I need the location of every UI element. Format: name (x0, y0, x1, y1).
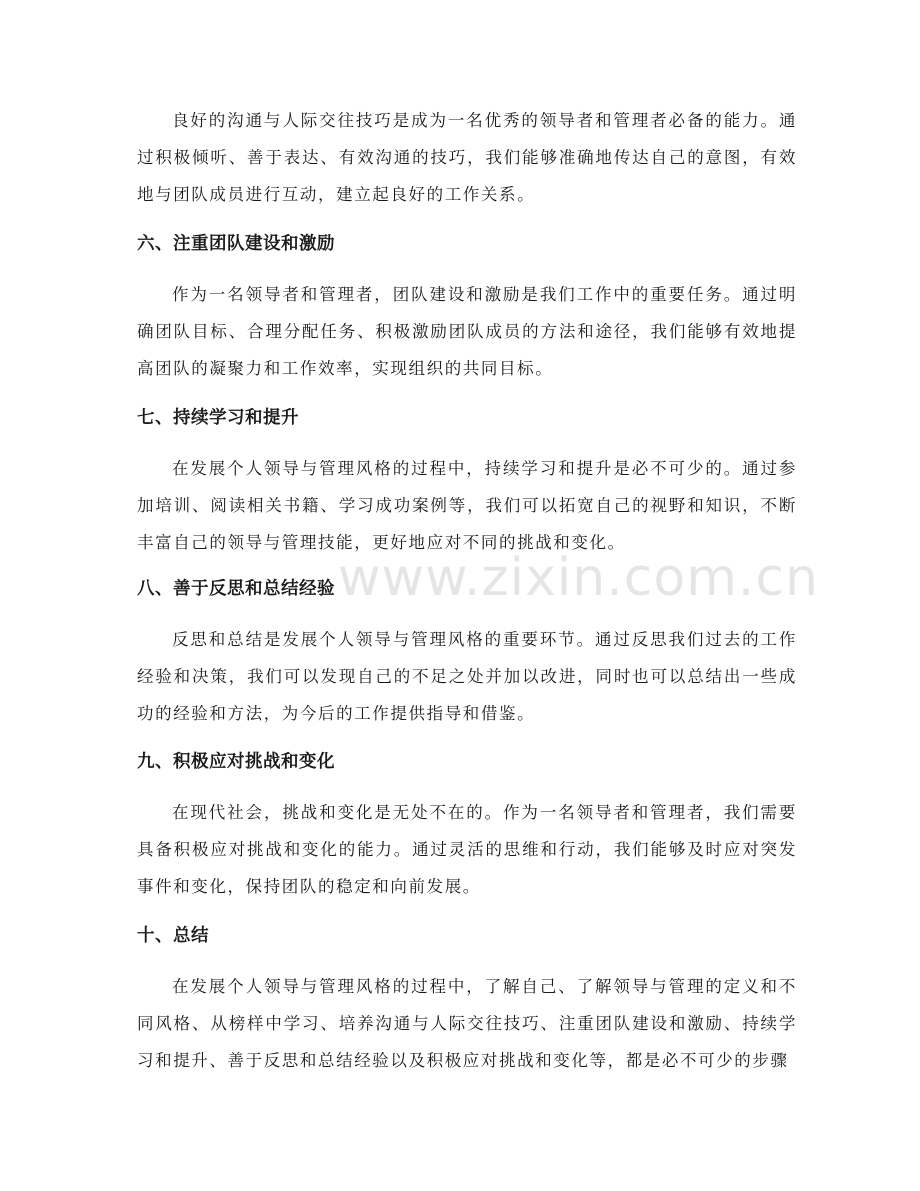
heading-section-10: 十、总结 (137, 926, 209, 946)
paragraph-section-10: 在发展个人领导与管理风格的过程中，了解自己、了解领导与管理的定义和不同风格、从榜样中学习、培养沟通与人际交往技巧、注重团队建设和激励、持续学习和提升、善于反思和总结经验以及积极应对挑战和变化等，都是必不可少的步骤 (137, 977, 797, 1070)
heading-section-7: 七、持续学习和提升 (137, 408, 299, 428)
paragraph-section-8: 反思和总结是发展个人领导与管理风格的重要环节。通过反思我们过去的工作经验和决策，我们可以发现自己的不足之处并加以改进，同时也可以总结出一些成功的经验和方法，为今后的工作提供指导和借鉴。 (137, 630, 797, 723)
heading-section-9: 九、积极应对挑战和变化 (137, 752, 335, 772)
paragraph-section-6: 作为一名领导者和管理者，团队建设和激励是我们工作中的重要任务。通过明确团队目标、合理分配任务、积极激励团队成员的方法和途径，我们能够有效地提高团队的凝聚力和工作效率，实现组织的共同目标。 (137, 285, 797, 378)
heading-section-6: 六、注重团队建设和激励 (137, 234, 335, 254)
heading-section-8: 八、善于反思和总结经验 (137, 579, 335, 599)
intro-paragraph: 良好的沟通与人际交往技巧是成为一名优秀的领导者和管理者必备的能力。通过积极倾听、善于表达、有效沟通的技巧，我们能够准确地传达自己的意图，有效地与团队成员进行互动，建立起良好的工作关系。 (137, 111, 797, 204)
paragraph-section-7: 在发展个人领导与管理风格的过程中，持续学习和提升是必不可少的。通过参加培训、阅读相关书籍、学习成功案例等，我们可以拓宽自己的视野和知识，不断丰富自己的领导与管理技能，更好地应对不同的挑战和变化。 (137, 459, 797, 552)
paragraph-section-9: 在现代社会，挑战和变化是无处不在的。作为一名领导者和管理者，我们需要具备积极应对挑战和变化的能力。通过灵活的思维和行动，我们能够及时应对突发事件和变化，保持团队的稳定和向前发展。 (137, 803, 797, 896)
watermark: www.zixin.com.cn (338, 548, 819, 608)
